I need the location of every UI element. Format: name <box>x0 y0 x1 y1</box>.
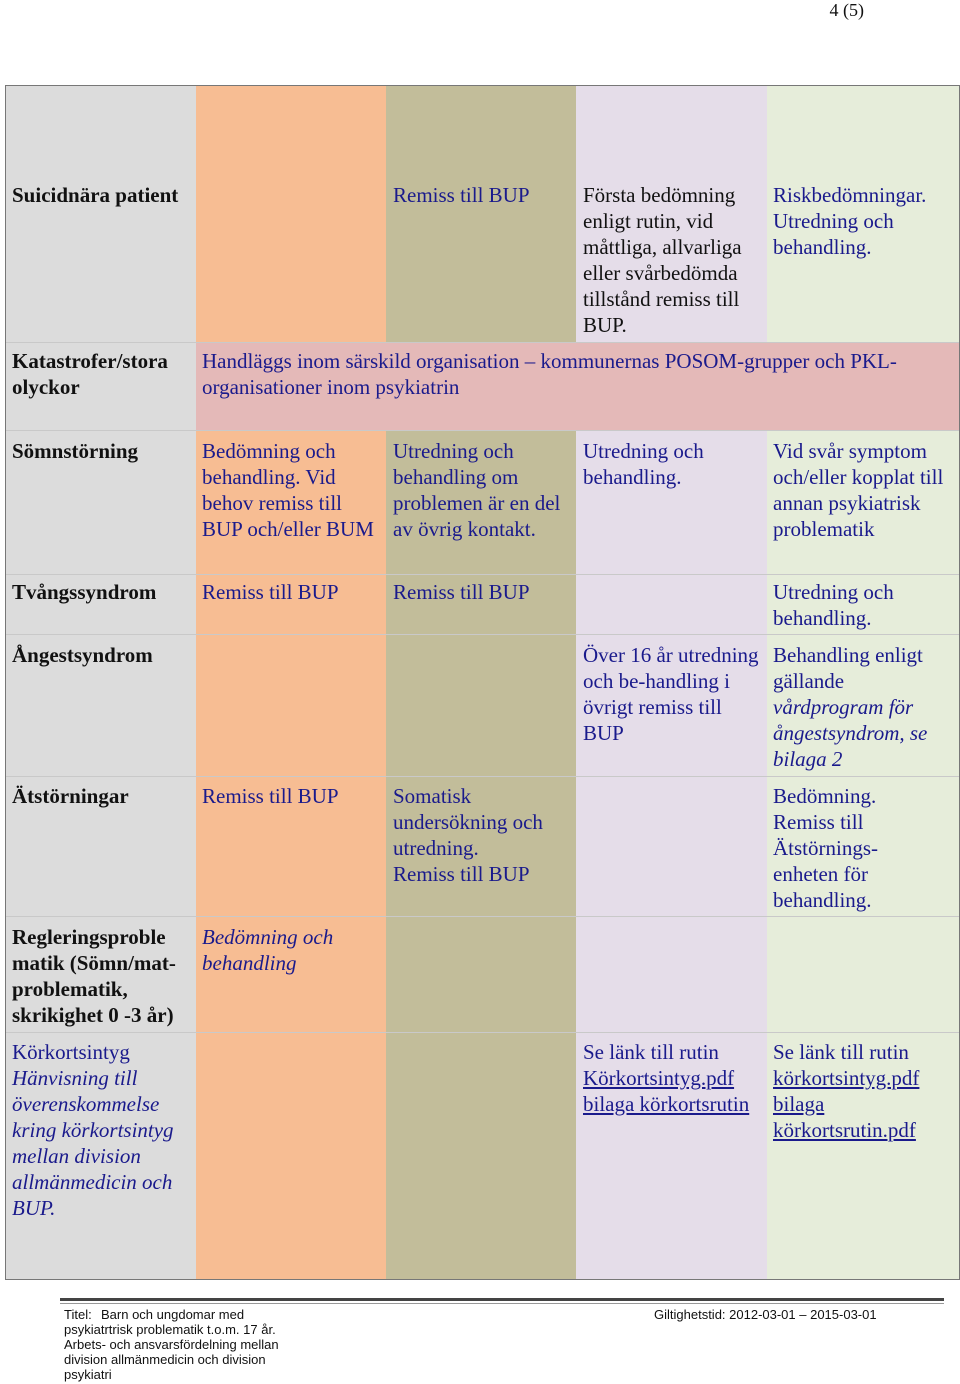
row-label-tvang: Tvångssyndrom <box>12 580 157 604</box>
atstor-bum-text-a: Somatisk undersökning och utredning. <box>393 784 543 860</box>
atstor-allman: Remiss till BUP <box>202 784 339 808</box>
suicid-bum: Remiss till BUP <box>393 183 530 207</box>
row-label-atstor: Ätstörningar <box>12 784 129 808</box>
footer-validity: Giltighetstid: 2012-03-01 – 2015-03-01 <box>654 1307 877 1322</box>
korkort-label-title: Körkortsintyg <box>12 1040 130 1064</box>
tvang-specialist: Utredning och behandling. <box>773 580 894 630</box>
column-allmanmedicin <box>196 86 386 1279</box>
angest-first: Över 16 år utredning och be-handling i övrigt remiss till BUP <box>583 643 759 745</box>
korkort-specialist <box>773 1039 955 1143</box>
korkort-first <box>583 1039 767 1117</box>
reglering-allman: Bedömning och behandling <box>202 925 334 975</box>
korkort-first-link-pdf[interactable]: Körkortsintyg.pdf <box>583 1066 735 1090</box>
footer-divider <box>60 1298 944 1301</box>
angest-specialist-italic: vårdprogram för ångestsyndrom, se bilaga 2 <box>773 695 928 771</box>
somn-bum: Utredning och behandling om problemen är en del av övrig kontakt. <box>393 439 561 541</box>
korkort-first-link-bilaga[interactable]: bilaga körkortsrutin <box>583 1092 750 1116</box>
angest-specialist-text: Behandling enligt gällande <box>773 643 923 693</box>
footer-title-label: Titel: <box>64 1307 92 1322</box>
korkort-specialist-link-bilaga[interactable]: bilaga körkortsrutin.pdf <box>773 1092 916 1142</box>
somn-allman: Bedömning och behandling. Vid behov remiss till BUP och/eller BUM <box>202 439 374 541</box>
column-bum <box>386 86 576 1279</box>
korkort-specialist-text: Se länk till rutin <box>773 1040 909 1064</box>
angest-specialist <box>773 642 955 772</box>
atstor-specialist: Bedömning. Remiss till Ätstörnings-enheten för behandling. <box>773 784 878 912</box>
korkort-first-text: Se länk till rutin <box>583 1040 719 1064</box>
somn-specialist: Vid svår symptom och/eller kopplat till annan psykiatrisk problematik <box>773 439 944 541</box>
tvang-bum: Remiss till BUP <box>393 580 530 604</box>
row-label-somn: Sömnstörning <box>12 439 139 463</box>
row-label-korkort <box>12 1039 194 1221</box>
katastrof-merged: Handläggs inom särskild organisation – kommunernas POSOM-grupper och PKL-organisationer inom psykiatrin <box>202 349 897 399</box>
atstor-bum-text-b: Remiss till BUP <box>393 862 530 886</box>
atstor-bum <box>393 783 573 887</box>
row-label-reglering: Regleringsproble matik (Sömn/mat-problematik, skrikighet 0 -3 år) <box>12 925 176 1027</box>
tvang-allman: Remiss till BUP <box>202 580 339 604</box>
row-label-suicid: Suicidnära patient <box>12 183 179 207</box>
suicid-first: Första bedömning enligt rutin, vid måttliga, allvarliga eller svårbedömda tillstånd remiss till BUP. <box>583 183 742 337</box>
somn-first: Utredning och behandling. <box>583 439 704 489</box>
responsibility-table <box>5 85 960 1280</box>
suicid-specialist: Riskbedömningar. Utredning och behandling. <box>773 183 927 259</box>
page-number: 4 (5) <box>829 0 864 20</box>
footer-divider-thin <box>60 1303 944 1304</box>
korkort-specialist-link-pdf[interactable]: körkortsintyg.pdf <box>773 1066 920 1090</box>
row-label-angest: Ångestsyndrom <box>12 643 153 667</box>
row-label-katastrof: Katastrofer/stora olyckor <box>12 349 168 399</box>
footer-title-value: Barn och ungdomar med psykiatrtrisk problematik t.o.m. 17 år. Arbets- och ansvarsfördelning mellan division allmänmedicin och division psykiatri <box>64 1307 279 1382</box>
korkort-label-note: Hänvisning till överenskommelse kring körkortsintyg mellan division allmänmedicin och BUP. <box>12 1066 174 1220</box>
